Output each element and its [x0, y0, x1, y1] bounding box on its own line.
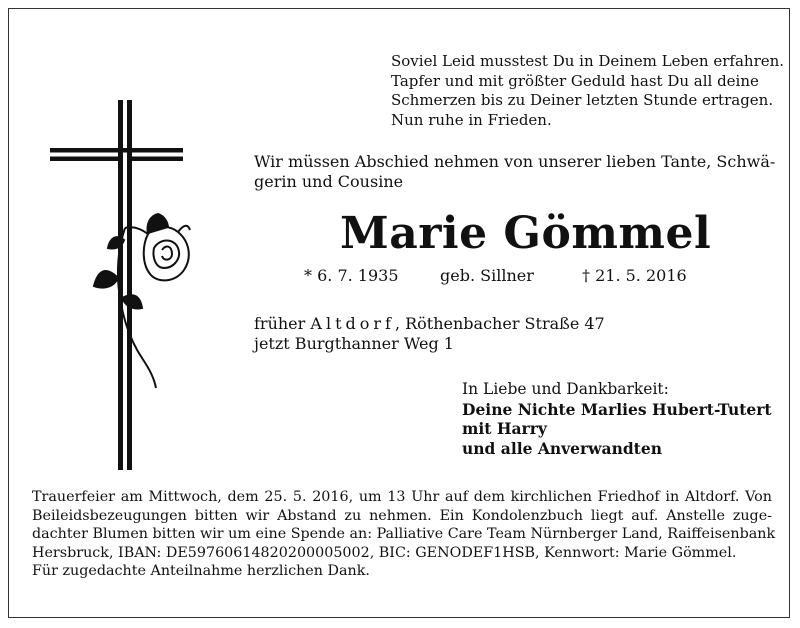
info-line: Beileidsbezeugungen bitten wir Abstand zu nehmen. Ein Kondolenzbuch liegt auf. Anstelle zuge- [32, 507, 772, 524]
former-address [254, 314, 605, 334]
rose-icon [94, 214, 190, 388]
info-line: Für zugedachte Anteilnahme herzlichen Dank. [32, 563, 370, 579]
cross-with-rose-image [50, 98, 200, 473]
poem-line: Nun ruhe in Frieden. [391, 110, 552, 129]
funeral-info [32, 488, 776, 581]
intro-line: gerin und Cousine [254, 172, 404, 191]
former-prefix: früher [254, 314, 306, 333]
maiden-name: geb. Sillner [440, 266, 534, 285]
birth-date: * 6. 7. 1935 [304, 266, 399, 285]
mourner-line: Deine Nichte Marlies Hubert-Tutert [462, 399, 772, 419]
cross-icon [50, 100, 183, 470]
intro-text [254, 152, 776, 192]
former-street: , Röthenbacher Straße 47 [394, 314, 605, 333]
mourner-line: mit Harry [462, 419, 547, 438]
intro-line: Wir müssen Abschied nehmen von unserer lieben Tante, Schwä- [254, 152, 776, 171]
info-line: Trauerfeier am Mittwoch, dem 25. 5. 2016, um 13 Uhr auf dem kirchlichen Friedhof in Altdorf. Von [32, 489, 772, 505]
info-line: Hersbruck, IBAN: DE59760614820200005002, BIC: GENODEF1HSB, Kennwort: Marie Gömmel. [32, 544, 737, 561]
closing-block [462, 380, 772, 458]
closing-intro: In Liebe und Dankbarkeit: [462, 380, 669, 398]
poem-line: Tapfer und mit größter Geduld hast Du all deine [391, 71, 759, 90]
current-address: jetzt Burgthanner Weg 1 [254, 334, 454, 353]
address-block [254, 314, 605, 354]
poem-line: Schmerzen bis zu Deiner letzten Stunde ertragen. [391, 91, 774, 109]
former-place: Altdorf [310, 314, 395, 333]
death-date: † 21. 5. 2016 [582, 266, 687, 285]
deceased-name: Marie Gömmel [340, 208, 712, 259]
info-line: dachter Blumen bitten wir um eine Spende an: Palliative Care Team Nürnberger Land, Raiffeisenbank [32, 526, 776, 542]
mourner-line: und alle Anverwandten [462, 438, 662, 458]
poem [391, 52, 784, 130]
poem-line: Soviel Leid musstest Du in Deinem Leben erfahren. [391, 52, 785, 70]
